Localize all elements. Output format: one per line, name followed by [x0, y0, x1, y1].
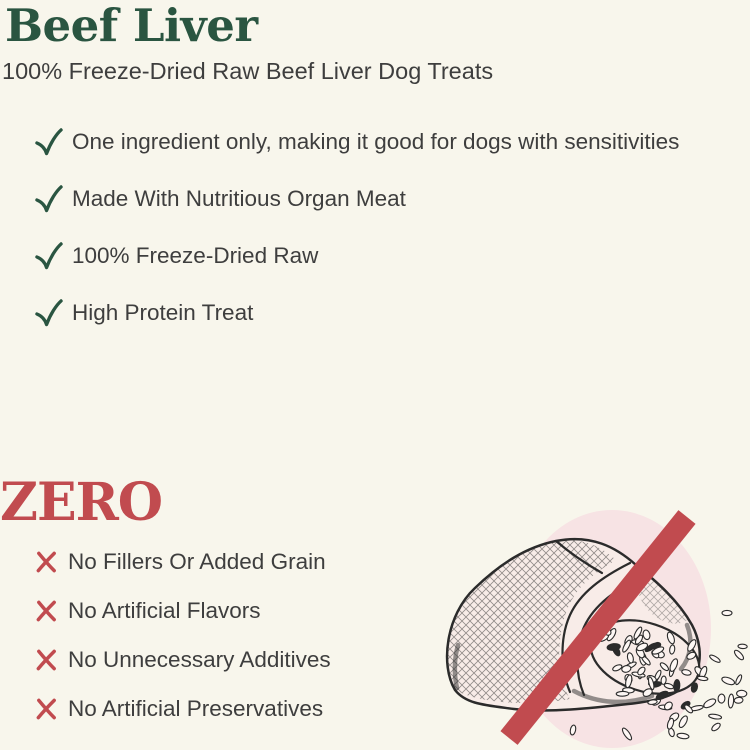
benefit-item: [34, 127, 679, 157]
benefit-label: High Protein Treat: [72, 300, 254, 325]
cross-icon: [34, 549, 59, 575]
grain: [738, 644, 747, 649]
cross-icon: [34, 598, 59, 624]
grain: [722, 610, 732, 615]
zero-heading: ZERO: [0, 472, 163, 533]
grain: [735, 674, 743, 685]
benefit-label: 100% Freeze-Dried Raw: [72, 243, 319, 268]
grain: [708, 713, 722, 719]
grain: [733, 649, 745, 661]
negative-item: [34, 694, 331, 724]
grain: [678, 715, 689, 729]
grain: [734, 697, 743, 704]
checkmark-icon: [34, 127, 63, 157]
grain: [616, 691, 629, 696]
grain: [709, 654, 722, 664]
grain: [673, 679, 680, 692]
grain: [728, 694, 734, 708]
negative-label: No Fillers Or Added Grain: [68, 549, 326, 574]
grain: [718, 694, 725, 703]
checkmark-icon: [34, 241, 63, 271]
negative-label: No Artificial Preservatives: [68, 696, 324, 721]
checkmark-icon: [34, 184, 63, 214]
page-subtitle: 100% Freeze-Dried Raw Beef Liver Dog Treats: [2, 58, 494, 84]
grain: [677, 733, 690, 740]
cross-icon: [34, 696, 59, 722]
benefit-item: [34, 241, 679, 271]
negative-label: No Unnecessary Additives: [68, 647, 331, 672]
benefit-label: One ingredient only, making it good for dogs with sensitivities: [72, 129, 680, 154]
checkmark-icon: [34, 298, 63, 328]
benefit-item: [34, 298, 679, 328]
negative-item: [34, 547, 331, 577]
benefits-list: [34, 127, 679, 355]
grain: [721, 676, 736, 687]
benefit-label: Made With Nutritious Organ Meat: [72, 186, 406, 211]
page-title: Beef Liver: [5, 0, 258, 52]
negative-item: [34, 645, 331, 675]
cross-icon: [34, 647, 59, 673]
negative-item: [34, 596, 331, 626]
negative-label: No Artificial Flavors: [68, 598, 261, 623]
negatives-list: [34, 547, 331, 743]
grain: [683, 704, 693, 714]
crossed-out-grain-sack-illustration: [430, 485, 750, 750]
grain: [702, 697, 717, 709]
grain: [710, 722, 721, 732]
benefit-item: [34, 184, 679, 214]
grain: [736, 690, 746, 697]
